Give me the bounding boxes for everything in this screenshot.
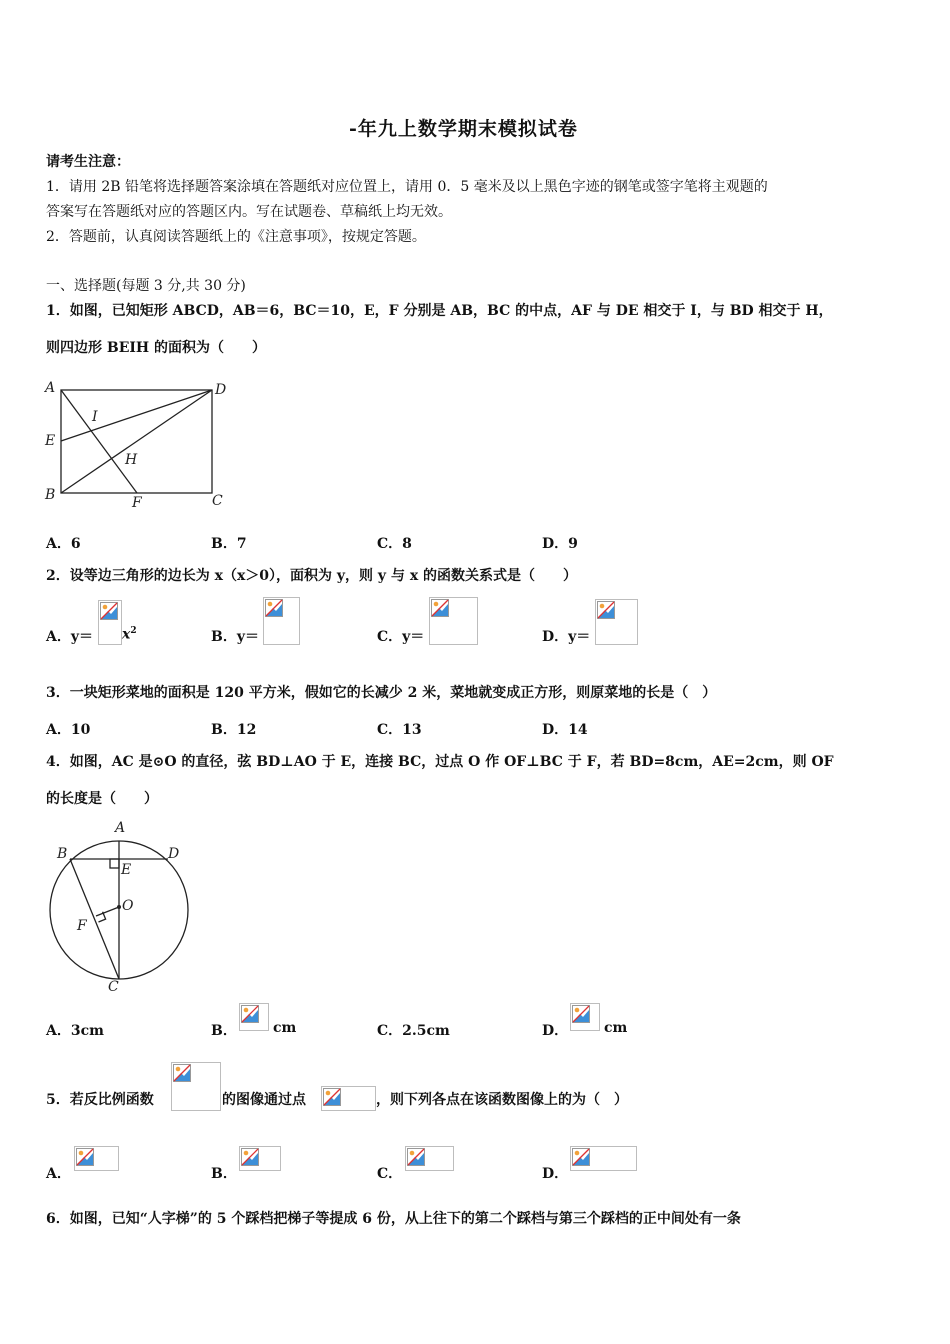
q2-option-d[interactable]: D．y＝: [542, 629, 591, 645]
q5-function-formula-image: [171, 1062, 221, 1111]
q2-option-c[interactable]: C．y＝: [377, 629, 425, 645]
broken-image-icon: [76, 1148, 94, 1166]
q1-label-f: F: [132, 495, 142, 508]
q3-option-d[interactable]: D．14: [542, 722, 588, 738]
q1-label-h: H: [125, 452, 138, 468]
q4-label-d: D: [168, 846, 180, 862]
broken-image-icon: [323, 1088, 341, 1106]
q5-stem-part-3: ，则下列各点在该函数图像上的为（ ）: [376, 1092, 628, 1108]
q2-option-a-prefix: A．y＝: [46, 629, 93, 645]
broken-image-icon: [431, 599, 449, 617]
q3-stem: 3．一块矩形菜地的面积是 120 平方米，假如它的长减少 2 米，菜地就变成正方形，则原菜地的长是（ ）: [46, 685, 717, 701]
notice-line-2: 答案写在答题纸对应的答题区内。写在试题卷、草稿纸上均无效。: [46, 204, 452, 220]
q4-label-o: O: [122, 898, 134, 914]
q4-option-d[interactable]: D．: [542, 1023, 569, 1039]
q2-option-a[interactable]: [46, 626, 93, 646]
q2-option-c-formula-image: [429, 597, 478, 645]
q2-option-b-formula-image: [263, 597, 300, 645]
q2-option-a-suffix: $x^2$: [122, 626, 137, 643]
q5-option-a-formula-image: [74, 1146, 119, 1171]
q1-stem-line-1: 1．如图，已知矩形 ABCD，AB＝6，BC＝10，E，F 分别是 AB，BC 的中点，AF 与 DE 相交于 I，与 BD 相交于 H，: [46, 303, 833, 319]
broken-image-icon: [241, 1005, 259, 1023]
notice-line-3: 2．答题前，认真阅读答题纸上的《注意事项》，按规定答题。: [46, 229, 426, 245]
q5-stem-part-1: 5．若反比例函数: [46, 1092, 154, 1108]
q1-label-e: E: [45, 433, 56, 449]
q4-option-a[interactable]: A．3cm: [46, 1023, 104, 1039]
q1-rectangle-figure: [40, 378, 230, 508]
q4-option-d-formula-image: [570, 1003, 600, 1031]
q5-point-formula-image: [321, 1086, 376, 1111]
q4-label-b: B: [57, 846, 68, 862]
q4-option-b-formula-image: [239, 1003, 269, 1031]
q5-option-d[interactable]: D．: [542, 1166, 569, 1182]
q4-circle-figure: [40, 815, 200, 995]
broken-image-icon: [572, 1148, 590, 1166]
q3-option-a[interactable]: A．10: [46, 722, 91, 738]
q5-option-c-formula-image: [405, 1146, 454, 1171]
broken-image-icon: [572, 1005, 590, 1023]
q1-label-a: A: [45, 380, 56, 396]
q1-label-c: C: [212, 493, 223, 508]
q1-option-a[interactable]: A．6: [46, 536, 81, 552]
q5-option-a[interactable]: A．: [46, 1166, 71, 1182]
q4-label-e: E: [121, 862, 132, 878]
q1-stem-line-2: 则四边形 BEIH 的面积为（ ）: [46, 340, 267, 356]
q3-option-b[interactable]: B．12: [211, 722, 257, 738]
broken-image-icon: [597, 601, 615, 619]
q4-stem-line-2: 的长度是（ ）: [46, 791, 158, 807]
q4-option-b-unit: cm: [273, 1020, 297, 1036]
notice-heading: 请考生注意：: [46, 154, 130, 170]
q4-stem-line-1: 4．如图，AC 是⊙O 的直径，弦 BD⊥AO 于 E，连接 BC，过点 O 作 OF⊥BC 于 F，若 BD=8cm，AE=2cm，则 OF: [46, 754, 834, 770]
q2-option-d-formula-image: [595, 599, 638, 645]
q5-option-b-formula-image: [239, 1146, 281, 1171]
q2-option-a-exponent: 2: [130, 626, 137, 636]
page-title: -年九上数学期末模拟试卷: [349, 118, 578, 140]
q4-option-d-unit: cm: [604, 1020, 628, 1036]
q5-option-d-formula-image: [570, 1146, 637, 1171]
q4-option-b[interactable]: B．: [211, 1023, 237, 1039]
q4-label-f: F: [77, 918, 87, 934]
q1-label-i: I: [92, 409, 98, 425]
q4-option-c[interactable]: C．2.5cm: [377, 1023, 450, 1039]
q2-option-b[interactable]: B．y＝: [211, 629, 259, 645]
broken-image-icon: [407, 1148, 425, 1166]
q6-stem-line-1: 6．如图，已知“人字梯”的 5 个踩档把梯子等提成 6 份，从上往下的第二个踩档与第三个踩档的正中间处有一条: [46, 1211, 741, 1227]
q2-stem: 2．设等边三角形的边长为 x（x＞0），面积为 y，则 y 与 x 的函数关系式是（ ）: [46, 568, 578, 584]
q5-stem-part-2: 的图像通过点: [222, 1092, 306, 1108]
q1-label-b: B: [45, 487, 56, 503]
q5-option-c[interactable]: C．: [377, 1166, 403, 1182]
q1-label-d: D: [215, 382, 227, 398]
q3-option-c[interactable]: C．13: [377, 722, 422, 738]
broken-image-icon: [173, 1064, 191, 1082]
broken-image-icon: [100, 602, 118, 620]
q5-option-b[interactable]: B．: [211, 1166, 237, 1182]
q4-label-a: A: [115, 820, 126, 836]
notice-line-1: 1．请用 2B 铅笔将选择题答案涂填在答题纸对应位置上，请用 0．5 毫米及以上黑色字迹的钢笔或签字笔将主观题的: [46, 179, 768, 195]
q1-option-c[interactable]: C．8: [377, 536, 412, 552]
q4-label-c: C: [108, 979, 119, 995]
q2-option-a-formula-image: [98, 600, 122, 645]
broken-image-icon: [265, 599, 283, 617]
q1-option-b[interactable]: B．7: [211, 536, 247, 552]
broken-image-icon: [241, 1148, 259, 1166]
section-heading: 一、选择题(每题 3 分,共 30 分): [46, 278, 246, 294]
q1-option-d[interactable]: D．9: [542, 536, 578, 552]
